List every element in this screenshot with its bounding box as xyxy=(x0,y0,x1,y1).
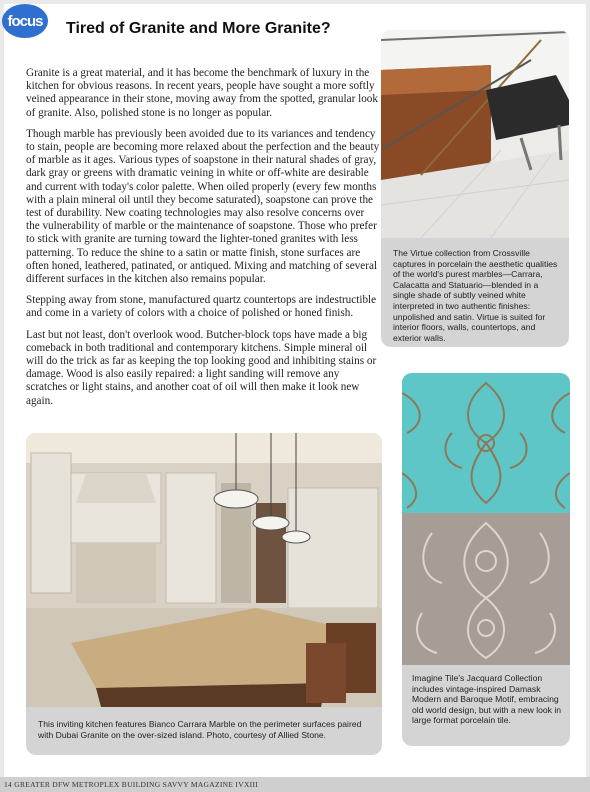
paragraph: Granite is a great material, and it has become the benchmark of luxury in the kitchen for obvious reasons. In recent years, people have sought a more softly veined appearance in their stone, moving away from the spotted, granular look of granite. Also, polished stone is no longer as popular. xyxy=(26,67,378,119)
footer-text: 14 GREATER DFW METROPLEX BUILDING SAVVY MAGAZINE IVXIII xyxy=(4,780,259,789)
tile-caption: Imagine Tile's Jacquard Collection includes vintage-inspired Damask Modern and Baroque Motif, embracing old world design, but with a new look in large format porcelain tile. xyxy=(412,673,562,726)
section-badge: focus xyxy=(2,4,48,38)
article-title: Tired of Granite and More Granite? xyxy=(66,20,331,37)
paragraph: Last but not least, don't overlook wood. Butcher-block tops have made a big comeback in both traditional and contemporary kitchens. Simple mineral oil will do the trick as far as keeping the top looking good and inhibiting stains or damage. Wood is also easily repaired: a light sanding will remove any scratches or light stains, and another coat of oil will then make it look new again. xyxy=(26,328,377,407)
kitchen-caption: This inviting kitchen features Bianco Carrara Marble on the perimeter surfaces paired with Dubai Granite on the over-sized island. Photo, courtesy of Allied Stone. xyxy=(38,719,362,740)
porcelain-photo-caption-box xyxy=(381,30,569,347)
kitchen-photo xyxy=(26,433,382,707)
tile-photo-caption-box xyxy=(402,373,570,746)
paragraph: Though marble has previously been avoided due to its variances and tendency to stain, people are becoming more relaxed about the perfection and the beauty of marble as it ages. Various types of soapstone in their natural shades of gray, dark gray or greens with dramatic veining in white or off-white are desirable and current with today's color palette. When oiled properly (every few months with a plain mineral oil until they become saturated), soapstone can prove the test of durability. New coating technologies may also resolve concerns over the vulnerability of marble or the maintenance of soapstone. Those who prefer to stick with granite are turning toward the lighter-toned granites with less patterning. To reduce the shine to a satin or matte finish, stone surfaces are often honed, leathered, patinated, or antiqued. Mixing and matching of several different surfaces in the kitchen also remains popular. xyxy=(26,127,380,286)
page-footer xyxy=(0,777,590,792)
article-body xyxy=(26,67,380,416)
damask-tile-photo xyxy=(402,373,570,665)
kitchen-photo-caption-box xyxy=(26,433,382,755)
porcelain-floor-photo xyxy=(381,30,569,238)
paragraph: Stepping away from stone, manufactured quartz countertops are indestructible and come in a variety of colors with a choice of polished or honed finish. xyxy=(26,294,377,320)
porcelain-caption: The Virtue collection from Crossville captures in porcelain the aesthetic qualities of the world's purest marbles—Carrara, Calacatta and Statuario—blended in a single shade of subtly veined white interpreted in two authentic finishes: unpolished and satin. Virtue is suited for interior floors, walls, countertops, and exterior walls. xyxy=(393,248,558,343)
